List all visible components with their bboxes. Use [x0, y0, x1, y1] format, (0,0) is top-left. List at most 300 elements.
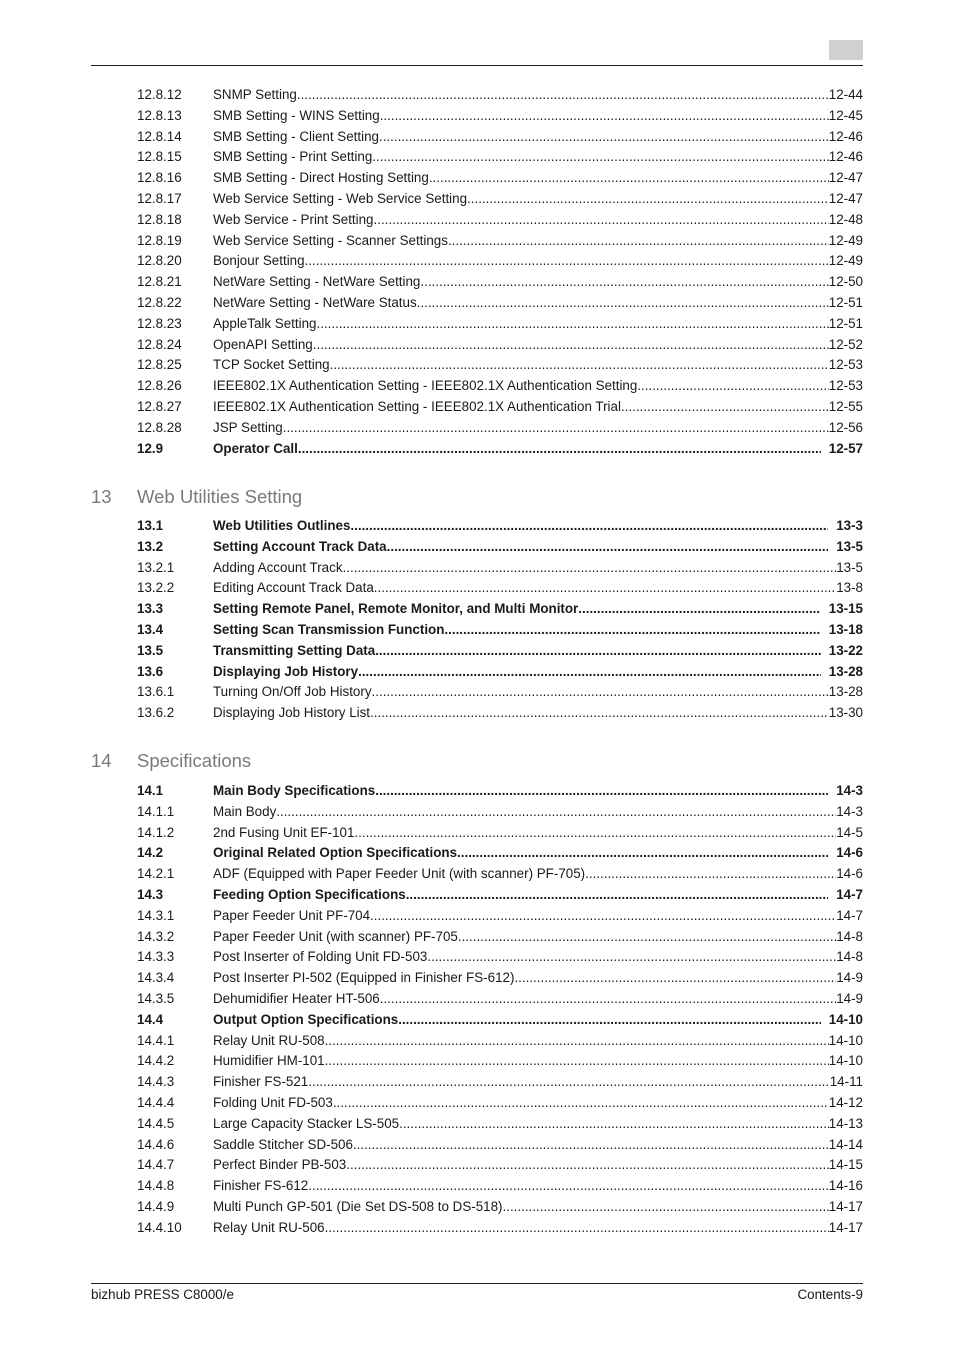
toc-entry-page: 14-17 — [828, 1198, 863, 1214]
toc-entry-number: 14.1.2 — [137, 824, 175, 840]
toc-entry-number: 12.8.13 — [137, 107, 182, 123]
toc-entry-number: 12.9 — [137, 440, 164, 456]
toc-entry[interactable] — [91, 947, 863, 968]
toc-entry-line — [213, 1114, 863, 1135]
toc-entry-title: Transmitting Setting Data — [213, 642, 376, 658]
toc-entry-line — [213, 537, 863, 558]
dot-leader — [308, 1176, 828, 1197]
toc-entry-title: Perfect Binder PB-503 — [213, 1157, 347, 1173]
toc-entry-line — [213, 1093, 863, 1114]
toc-entry-number: 14.4.6 — [137, 1136, 175, 1152]
toc-entry[interactable] — [91, 1051, 863, 1072]
toc-entry-line — [213, 558, 863, 579]
dot-leader — [330, 355, 829, 376]
toc-entry-page: 12-49 — [828, 253, 863, 269]
toc-entry-number: 12.8.12 — [137, 87, 182, 102]
toc-entry-line — [213, 335, 863, 356]
toc-entry-title: Humidifier HM-101 — [213, 1053, 325, 1069]
toc-entry-page: 14-13 — [828, 1115, 863, 1131]
toc-entry-title: SMB Setting - WINS Setting — [213, 107, 380, 123]
toc-entry-page: 14-3 — [836, 783, 863, 798]
footer-rule — [91, 1283, 863, 1284]
toc-entry-line — [213, 578, 863, 599]
toc-entry-number: 14.4.10 — [137, 1219, 182, 1235]
toc-entry-page: 12-49 — [828, 232, 863, 248]
toc-entry-page: 14-11 — [829, 1074, 863, 1090]
toc-entry-number: 14.2.1 — [137, 866, 175, 882]
toc-entry-number: 13.6 — [137, 663, 164, 679]
toc-entry-number: 12.8.17 — [137, 190, 182, 206]
toc-entry-page: 12-44 — [828, 87, 863, 102]
dot-leader — [346, 1155, 829, 1176]
dot-leader — [380, 106, 829, 127]
toc-entry[interactable] — [91, 106, 863, 127]
toc-entry[interactable] — [91, 703, 863, 724]
toc-entry-line — [213, 641, 863, 662]
toc-entry-title: Multi Punch GP-501 (Die Set DS-508 to DS-518) — [213, 1198, 503, 1214]
toc-entry[interactable] — [91, 85, 863, 106]
toc-section-13 — [91, 516, 863, 724]
toc-entry-number: 14.3.2 — [137, 928, 175, 944]
toc-entry-number: 12.8.18 — [137, 211, 182, 227]
toc-entry[interactable] — [91, 1135, 863, 1156]
toc-entry-line — [213, 620, 863, 641]
toc-entry[interactable] — [91, 293, 863, 314]
toc-entry-page: 12-47 — [828, 170, 863, 186]
toc-entry-number: 13.5 — [137, 642, 164, 658]
toc-entry-title: JSP Setting — [213, 419, 283, 435]
toc-section-top — [91, 85, 863, 459]
chapter-number: 14 — [91, 750, 112, 771]
toc-entry-page: 12-52 — [828, 336, 863, 352]
toc-entry-page: 14-8 — [836, 949, 863, 965]
dot-leader — [375, 641, 821, 662]
toc-entry[interactable] — [91, 885, 863, 906]
toc-entry-title: Finisher FS-612 — [213, 1178, 309, 1194]
toc-entry-page: 12-57 — [828, 440, 863, 456]
toc-entry[interactable] — [91, 927, 863, 948]
toc-entry[interactable] — [91, 558, 863, 579]
toc-entry-title: Folding Unit FD-503 — [213, 1094, 333, 1110]
toc-entry-title: TCP Socket Setting — [213, 357, 330, 373]
dot-leader — [353, 1135, 829, 1156]
toc-entry-page: 13-5 — [836, 538, 863, 554]
dot-leader — [503, 1197, 829, 1218]
chapter-title: Specifications — [137, 750, 252, 771]
toc-entry-page: 13-28 — [828, 663, 863, 679]
toc-entry-page: 14-12 — [828, 1094, 863, 1110]
chapter-heading-14 — [91, 749, 863, 773]
toc-entry-number: 12.8.15 — [137, 149, 182, 165]
chapter-title: Web Utilities Setting — [137, 486, 303, 507]
dot-leader — [444, 620, 820, 641]
toc-entry-title: Web Utilities Outlines — [213, 518, 351, 533]
toc-entry[interactable] — [91, 682, 863, 703]
toc-entry-line — [213, 823, 863, 844]
toc-entry[interactable] — [91, 1197, 863, 1218]
toc-entry-page: 12-48 — [828, 211, 863, 227]
toc-entry-title: Operator Call — [213, 440, 298, 456]
toc-entry-line — [213, 231, 863, 252]
toc-entry-title: Main Body — [213, 803, 277, 819]
toc-entry-line — [213, 1218, 863, 1239]
toc-entry-number: 14.2 — [137, 845, 164, 861]
dot-leader — [374, 210, 829, 231]
toc-entry-line — [213, 968, 863, 989]
corner-tab — [829, 40, 863, 60]
toc-entry-line — [213, 168, 863, 189]
toc-entry[interactable] — [91, 251, 863, 272]
toc-entry-title: SNMP Setting — [213, 87, 297, 102]
toc-entry[interactable] — [91, 1218, 863, 1239]
toc-entry-number: 12.8.22 — [137, 294, 182, 310]
toc-entry-page: 12-53 — [828, 378, 863, 394]
dot-leader — [578, 599, 820, 620]
toc-entry-page: 12-50 — [828, 274, 863, 290]
toc-entry-number: 13.2.2 — [137, 580, 175, 596]
toc-entry-page: 13-5 — [836, 559, 863, 575]
dot-leader — [276, 802, 836, 823]
toc-entry-title: NetWare Setting - NetWare Setting — [213, 274, 421, 290]
toc-entry-line — [213, 989, 863, 1010]
toc-entry[interactable] — [91, 516, 863, 537]
toc-entry-number: 12.8.23 — [137, 315, 182, 331]
toc-entry-page: 12-53 — [828, 357, 863, 373]
toc-entry-number: 12.8.19 — [137, 232, 182, 248]
toc-entry[interactable] — [91, 968, 863, 989]
toc-entry[interactable] — [91, 641, 863, 662]
footer-page-number: Contents-9 — [797, 1287, 863, 1302]
toc-entry-title: Displaying Job History List — [213, 705, 371, 721]
toc-entry-title: Main Body Specifications — [213, 783, 376, 798]
toc-entry-line — [213, 439, 863, 460]
dot-leader — [354, 823, 836, 844]
toc-entry[interactable] — [91, 843, 863, 864]
toc-entry[interactable] — [91, 1114, 863, 1135]
toc-entry-page: 14-6 — [836, 845, 863, 861]
dot-leader — [374, 578, 836, 599]
toc-entry[interactable] — [91, 168, 863, 189]
toc-entry-title: NetWare Setting - NetWare Status — [213, 294, 417, 310]
toc-entry[interactable] — [91, 314, 863, 335]
toc-entry-line — [213, 682, 863, 703]
toc-entry-title: Post Inserter of Folding Unit FD-503 — [213, 949, 428, 965]
dot-leader — [387, 537, 829, 558]
toc-entry-line — [213, 781, 863, 802]
toc-entry[interactable] — [91, 272, 863, 293]
toc-entry-title: Feeding Option Specifications — [213, 886, 406, 902]
toc-entry-number: 14.4 — [137, 1011, 164, 1027]
dot-leader — [325, 1031, 829, 1052]
toc-entry-page: 14-7 — [836, 907, 863, 923]
toc-entry-page: 13-15 — [828, 601, 863, 617]
dot-leader — [429, 168, 829, 189]
dot-leader — [448, 231, 829, 252]
toc-entry-title: Post Inserter PI-502 (Equipped in Finisher FS-612) — [213, 970, 515, 986]
toc-entry-page: 14-9 — [836, 970, 863, 986]
toc-entry-page: 14-10 — [828, 1053, 863, 1069]
toc-entry-title: Turning On/Off Job History — [213, 684, 372, 700]
dot-leader — [375, 781, 828, 802]
toc-entry-title: Displaying Job History — [213, 663, 359, 679]
toc-entry[interactable] — [91, 127, 863, 148]
toc-entry-page: 13-30 — [828, 705, 863, 721]
toc-entry-title: AppleTalk Setting — [213, 315, 317, 331]
toc-entry-title: Setting Account Track Data — [213, 538, 387, 554]
toc-entry[interactable] — [91, 1031, 863, 1052]
toc-entry-title: Bonjour Setting — [213, 253, 305, 269]
toc-entry-line — [213, 927, 863, 948]
toc-entry-line — [213, 864, 863, 885]
toc-entry-page: 12-45 — [828, 107, 863, 123]
dot-leader — [325, 1051, 829, 1072]
toc-entry-line — [213, 127, 863, 148]
toc-entry-number: 12.8.16 — [137, 170, 182, 186]
toc-entry-page: 13-22 — [828, 642, 863, 658]
toc-entry-page: 14-17 — [828, 1219, 863, 1235]
dot-leader — [637, 376, 828, 397]
toc-entry-title: Adding Account Track — [213, 559, 343, 575]
toc-section-14 — [91, 781, 863, 1239]
toc-entry-title: Saddle Stitcher SD-506 — [213, 1136, 353, 1152]
dot-leader — [379, 127, 829, 148]
toc-entry-line — [213, 1010, 863, 1031]
dot-leader — [325, 1218, 829, 1239]
toc-entry-line — [213, 376, 863, 397]
toc-entry-number: 13.1 — [137, 518, 164, 533]
toc-entry-line — [213, 85, 863, 106]
dot-leader — [308, 1072, 829, 1093]
toc-entry-title: SMB Setting - Client Setting — [213, 128, 379, 144]
toc-entry-line — [213, 516, 863, 537]
toc-entry-number: 13.3 — [137, 601, 164, 617]
toc-entry-number: 14.4.3 — [137, 1074, 175, 1090]
toc-entry[interactable] — [91, 376, 863, 397]
toc-entry-title: Relay Unit RU-508 — [213, 1032, 325, 1048]
toc-entry-line — [213, 293, 863, 314]
toc-entry[interactable] — [91, 802, 863, 823]
toc-entry-line — [213, 662, 863, 683]
toc-entry-title: Editing Account Track Data — [213, 580, 374, 596]
toc-entry-page: 14-15 — [828, 1157, 863, 1173]
toc-entry-number: 12.8.21 — [137, 274, 182, 290]
dot-leader — [417, 293, 829, 314]
toc-entry[interactable] — [91, 620, 863, 641]
dot-leader — [297, 85, 829, 106]
toc-entry-page: 14-9 — [836, 990, 863, 1006]
toc-entry-number: 14.1.1 — [137, 803, 175, 819]
toc-entry-line — [213, 314, 863, 335]
toc-entry-number: 14.4.5 — [137, 1115, 175, 1131]
toc-entry[interactable] — [91, 210, 863, 231]
toc-entry-title: Output Option Specifications — [213, 1011, 399, 1027]
dot-leader — [283, 418, 829, 439]
toc-entry-line — [213, 251, 863, 272]
toc-entry[interactable] — [91, 1010, 863, 1031]
toc-entry-number: 12.8.25 — [137, 357, 182, 373]
toc-entry-title: 2nd Fusing Unit EF-101 — [213, 824, 355, 840]
toc-entry-number: 14.4.7 — [137, 1157, 175, 1173]
toc-entry-line — [213, 189, 863, 210]
toc-entry-number: 14.4.8 — [137, 1178, 175, 1194]
toc-entry-line — [213, 272, 863, 293]
chapter-number: 13 — [91, 486, 112, 507]
toc-entry-page: 12-51 — [828, 294, 863, 310]
toc-entry-number: 12.8.20 — [137, 253, 182, 269]
toc-entry-number: 13.6.2 — [137, 705, 175, 721]
toc-entry-title: ADF (Equipped with Paper Feeder Unit (with scanner) PF-705) — [213, 866, 586, 882]
toc-entry[interactable] — [91, 662, 863, 683]
toc-entry-title: Original Related Option Specifications — [213, 845, 458, 861]
dot-leader — [458, 927, 836, 948]
dot-leader — [420, 272, 828, 293]
toc-entry-number: 14.1 — [137, 783, 164, 798]
toc-entry-line — [213, 147, 863, 168]
toc-entry-line — [213, 802, 863, 823]
toc-entry-title: Finisher FS-521 — [213, 1074, 309, 1090]
toc-entry-line — [213, 599, 863, 620]
toc-entry-line — [213, 106, 863, 127]
toc-entry-number: 13.6.1 — [137, 684, 175, 700]
toc-entry-title: Paper Feeder Unit PF-704 — [213, 907, 371, 923]
toc-entry-line — [213, 1176, 863, 1197]
toc-entry-title: Web Service - Print Setting — [213, 211, 374, 227]
toc-entry[interactable] — [91, 147, 863, 168]
toc-entry-title: SMB Setting - Print Setting — [213, 149, 373, 165]
toc-entry[interactable] — [91, 1155, 863, 1176]
toc-entry-number: 12.8.14 — [137, 128, 182, 144]
toc-entry-line — [213, 1135, 863, 1156]
toc-entry-line — [213, 906, 863, 927]
toc-entry-page: 13-18 — [828, 621, 863, 637]
toc-entry-number: 14.3 — [137, 886, 164, 902]
toc-entry-page: 14-14 — [828, 1136, 863, 1152]
toc-entry-title: OpenAPI Setting — [213, 336, 313, 352]
dot-leader — [358, 662, 821, 683]
toc-entry-title: SMB Setting - Direct Hosting Setting — [213, 170, 429, 186]
toc-entry[interactable] — [91, 335, 863, 356]
toc-entry-number: 14.4.2 — [137, 1053, 175, 1069]
toc-entry-page: 12-51 — [828, 315, 863, 331]
toc-entry-page: 14-3 — [836, 803, 863, 819]
toc-entry[interactable] — [91, 906, 863, 927]
dot-leader — [514, 968, 836, 989]
dot-leader — [370, 906, 836, 927]
toc-entry-page: 14-10 — [828, 1032, 863, 1048]
toc-entry-page: 13-3 — [836, 518, 863, 533]
toc-entry[interactable] — [91, 439, 863, 460]
toc-entry-page: 12-46 — [828, 128, 863, 144]
toc-entry-number: 12.8.24 — [137, 336, 182, 352]
toc-entry[interactable] — [91, 1093, 863, 1114]
toc-entry[interactable] — [91, 537, 863, 558]
toc-entry[interactable] — [91, 418, 863, 439]
toc-entry-number: 12.8.27 — [137, 398, 182, 414]
dot-leader — [406, 885, 828, 906]
toc-entry-number: 12.8.28 — [137, 419, 182, 435]
toc-entry-line — [213, 210, 863, 231]
dot-leader — [333, 1093, 829, 1114]
toc-entry-title: Web Service Setting - Web Service Setting — [213, 190, 468, 206]
footer-product: bizhub PRESS C8000/e — [91, 1287, 234, 1302]
toc-entry-line — [213, 1197, 863, 1218]
toc-entry-title: Setting Remote Panel, Remote Monitor, and Multi Monitor — [213, 601, 579, 617]
toc-entry-line — [213, 843, 863, 864]
toc-entry[interactable] — [91, 578, 863, 599]
dot-leader — [316, 314, 828, 335]
toc-entry-number: 14.4.9 — [137, 1198, 175, 1214]
dot-leader — [467, 189, 829, 210]
toc-entry-line — [213, 418, 863, 439]
toc-entry-page: 14-6 — [836, 866, 863, 882]
toc-entry-page: 12-47 — [828, 190, 863, 206]
toc-entry[interactable] — [91, 781, 863, 802]
toc-entry[interactable] — [91, 823, 863, 844]
toc-entry-title: IEEE802.1X Authentication Setting - IEEE802.1X Authentication Setting — [213, 378, 638, 394]
toc-entry[interactable] — [91, 355, 863, 376]
dot-leader — [298, 439, 821, 460]
toc-entry-title: IEEE802.1X Authentication Setting - IEEE802.1X Authentication Trial — [213, 398, 621, 414]
toc-entry-number: 14.4.1 — [137, 1032, 175, 1048]
toc-entry-number: 12.8.26 — [137, 378, 182, 394]
toc-entry[interactable] — [91, 989, 863, 1010]
toc-entry-line — [213, 1031, 863, 1052]
toc-entry[interactable] — [91, 397, 863, 418]
toc-entry[interactable] — [91, 864, 863, 885]
toc-entry-page: 14-8 — [836, 928, 863, 944]
toc-entry-page: 12-46 — [828, 149, 863, 165]
toc-entry-line — [213, 1051, 863, 1072]
toc-entry-number: 14.3.3 — [137, 949, 175, 965]
toc-entry-number: 14.4.4 — [137, 1094, 175, 1110]
toc-entry[interactable] — [91, 599, 863, 620]
toc-entry-number: 14.3.5 — [137, 990, 175, 1006]
toc-entry-number: 13.4 — [137, 621, 164, 637]
toc-entry-title: Web Service Setting - Scanner Settings — [213, 232, 448, 248]
toc-entry-line — [213, 397, 863, 418]
dot-leader — [372, 682, 829, 703]
toc-entry-page: 12-55 — [828, 398, 863, 414]
dot-leader — [399, 1114, 829, 1135]
toc-entry-page: 14-16 — [828, 1178, 863, 1194]
toc-entry-title: Dehumidifier Heater HT-506 — [213, 990, 380, 1006]
toc-entry[interactable] — [91, 189, 863, 210]
toc-entry-line — [213, 885, 863, 906]
toc-entry-line — [213, 1155, 863, 1176]
toc-entry-number: 13.2.1 — [137, 559, 175, 575]
dot-leader — [350, 516, 828, 537]
toc-entry-page: 13-28 — [828, 684, 863, 700]
toc-entry-page: 14-10 — [828, 1011, 863, 1027]
toc-entry[interactable] — [91, 1176, 863, 1197]
toc-entry[interactable] — [91, 231, 863, 252]
toc-entry-title: Large Capacity Stacker LS-505 — [213, 1115, 400, 1131]
toc-entry-number: 14.3.4 — [137, 970, 175, 986]
dot-leader — [305, 251, 829, 272]
toc-entry-line — [213, 703, 863, 724]
toc-entry-line — [213, 1072, 863, 1093]
toc-entry[interactable] — [91, 1072, 863, 1093]
toc-entry-line — [213, 947, 863, 968]
toc-entry-number: 13.2 — [137, 538, 164, 554]
toc-entry-page: 12-56 — [828, 419, 863, 435]
toc-entry-line — [213, 355, 863, 376]
toc-entry-page: 14-7 — [836, 886, 863, 902]
dot-leader — [313, 335, 829, 356]
toc-entry-number: 14.3.1 — [137, 907, 175, 923]
dot-leader — [372, 147, 828, 168]
dot-leader — [585, 864, 836, 885]
